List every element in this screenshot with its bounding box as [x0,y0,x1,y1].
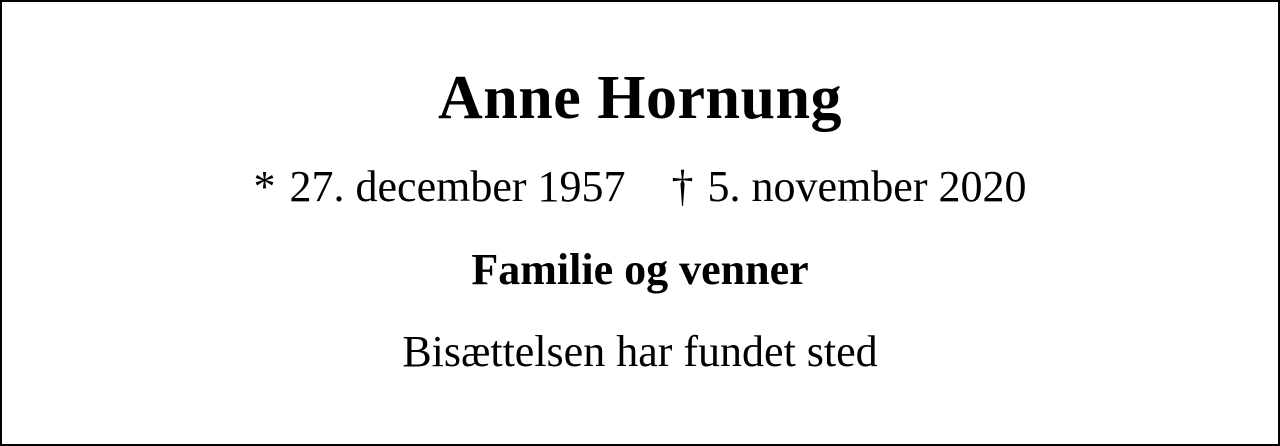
birth-date-group [254,162,626,213]
deceased-name: Anne Hornung [438,64,842,132]
death-date-text: 5. november 2020 [707,162,1027,212]
dates-line [254,162,1027,213]
birth-date-text: 27. december 1957 [289,162,626,212]
dedication-text: Familie og venner [471,244,809,294]
death-cross-icon: † [671,162,694,212]
born-star-icon: * [253,162,276,212]
funeral-status-text: Bisættelsen har fundet sted [402,327,878,377]
death-date-group [672,162,1027,213]
